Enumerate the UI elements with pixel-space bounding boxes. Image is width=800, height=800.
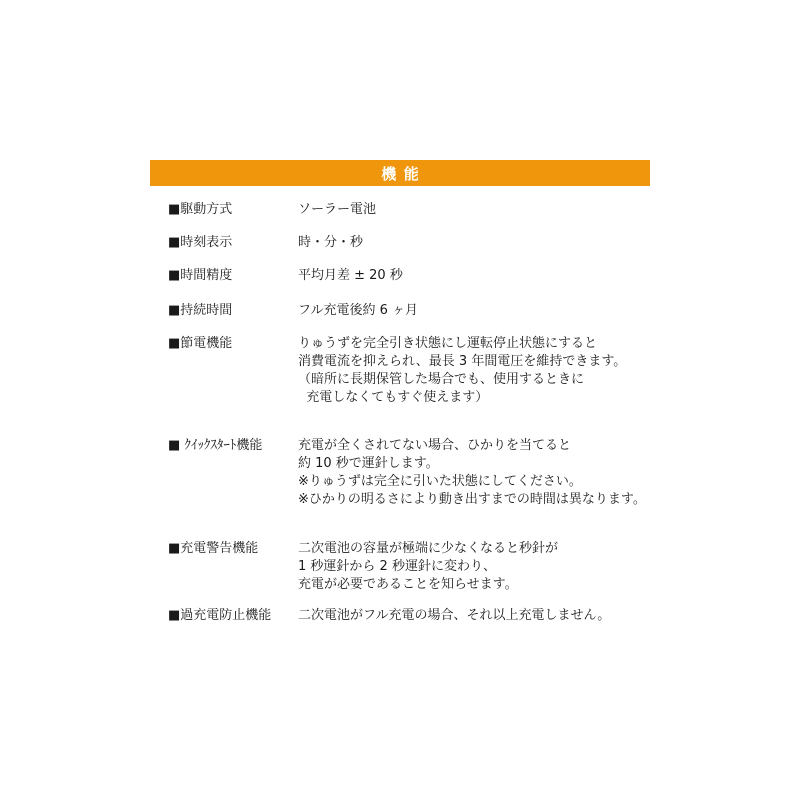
spec-value — [298, 267, 403, 285]
spec-value-line: 平均月差 ± 20 秒 — [298, 268, 403, 283]
spec-label: ■時刻表示 — [168, 235, 233, 250]
spec-label: ■ ｸｲｯｸｽﾀｰﾄ機能 — [168, 438, 263, 453]
spec-value-line: （暗所に長期保管した場合でも、使用するときに — [298, 372, 585, 387]
spec-value-line: ソーラー電池 — [298, 202, 377, 217]
spec-value-line: 消費電流を抑えられ、最長 3 年間電圧を維持できます。 — [298, 354, 627, 369]
spec-value — [298, 437, 646, 509]
spec-value-line: 1 秒運針から 2 秒運針に変わり、 — [298, 559, 496, 574]
spec-value-line: りゅうずを完全引き状態にし運転停止状態にすると — [298, 336, 598, 351]
spec-value-line: 充電しなくてもすぐ使えます） — [298, 390, 489, 405]
spec-label: ■過充電防止機能 — [168, 608, 272, 623]
spec-value — [298, 234, 363, 252]
spec-value-line: 充電が必要であることを知らせます。 — [298, 577, 518, 592]
spec-label: ■持続時間 — [168, 303, 233, 318]
spec-value-line: ※ひかりの明るさにより動き出すまでの時間は異なります。 — [298, 492, 646, 507]
section-title: 機能 — [381, 164, 427, 183]
spec-value — [298, 335, 626, 407]
spec-value-line: 充電が全くされてない場合、ひかりを当てると — [298, 438, 572, 453]
spec-value-line: 二次電池がフル充電の場合、それ以上充電しません。 — [298, 608, 611, 623]
spec-value — [298, 540, 558, 594]
spec-label: ■節電機能 — [168, 336, 233, 351]
spec-value — [298, 201, 376, 219]
spec-value — [298, 302, 418, 320]
spec-value-line: フル充電後約 6 ヶ月 — [298, 303, 419, 318]
section-header-bar — [150, 160, 650, 186]
spec-label: ■駆動方式 — [168, 202, 233, 217]
spec-value — [298, 607, 610, 625]
spec-label: ■時間精度 — [168, 268, 233, 283]
spec-value-line: ※りゅうずは完全に引いた状態にしてください。 — [298, 474, 582, 489]
spec-value-line: 時・分・秒 — [298, 235, 364, 250]
spec-value-line: 二次電池の容量が極端に少なくなると秒針が — [298, 541, 559, 556]
spec-label: ■充電警告機能 — [168, 541, 259, 556]
spec-value-line: 約 10 秒で運針します。 — [298, 456, 439, 471]
